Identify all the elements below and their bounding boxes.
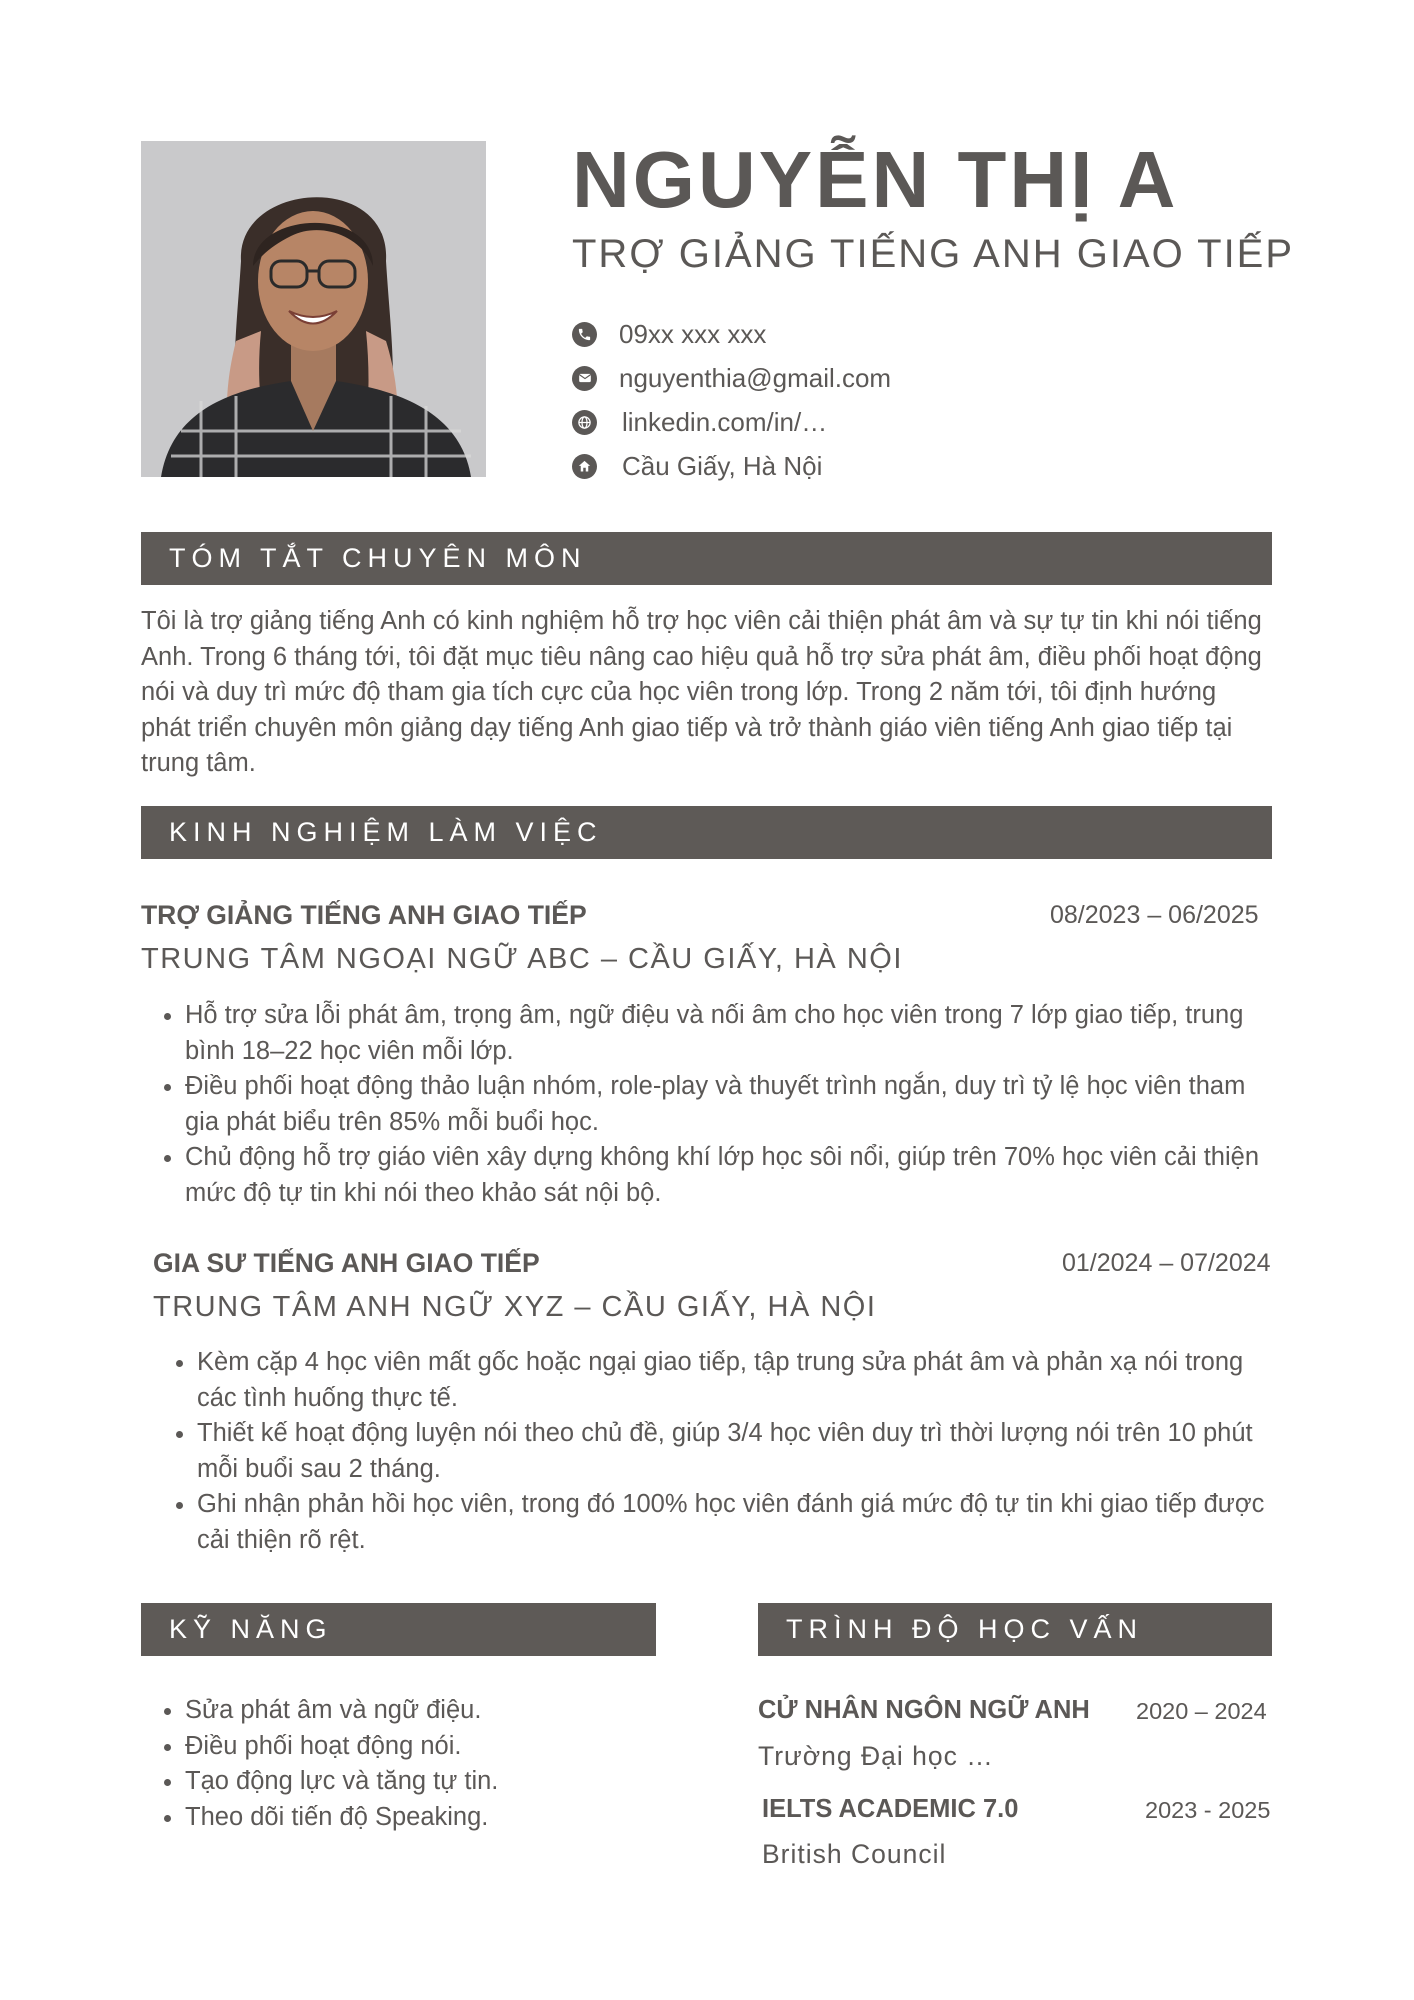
phone-icon	[572, 322, 597, 347]
list-item: • Tạo động lực và tăng tự tin.	[185, 1764, 685, 1800]
email-address[interactable]: nguyenthia@gmail.com	[619, 362, 892, 393]
phone-number[interactable]: 09xx xxx xxx	[619, 318, 767, 349]
list-item: • Điều phối hoạt động thảo luận nhóm, role-play và thuyết trình ngắn, duy trì tỷ lệ học viên tham gia phát biểu trên 85% mỗi buổi học.	[185, 1069, 1265, 1140]
job-organization: TRUNG TÂM ANH NGỮ XYZ – CẦU GIẤY, HÀ NỘI	[153, 1291, 877, 1323]
job-title: GIA SƯ TIẾNG ANH GIAO TIẾP	[153, 1248, 540, 1278]
contact-address	[572, 444, 1272, 488]
list-item: • Hỗ trợ sửa lỗi phát âm, trọng âm, ngữ điệu và nối âm cho học viên trong 7 lớp giao tiếp, trung bình 18–22 học viên mỗi lớp.	[185, 998, 1265, 1069]
contact-linkedin	[572, 400, 1272, 444]
list-item: • Sửa phát âm và ngữ điệu.	[185, 1693, 685, 1729]
certificate-date: 2023 - 2025	[1145, 1797, 1271, 1823]
job-date: 08/2023 – 06/2025	[1050, 901, 1259, 929]
email-icon	[572, 366, 597, 391]
list-item: • Theo dõi tiến độ Speaking.	[185, 1800, 685, 1836]
section-header-experience: KINH NGHIỆM LÀM VIỆC	[141, 806, 1272, 859]
certificate-issuer: British Council	[762, 1839, 947, 1869]
candidate-name: NGUYỄN THỊ A	[572, 135, 1179, 224]
job-bullets	[153, 1345, 1277, 1558]
degree-title: CỬ NHÂN NGÔN NGỮ ANH	[758, 1696, 1090, 1724]
degree-date: 2020 – 2024	[1136, 1698, 1267, 1724]
list-item: • Điều phối hoạt động nói.	[185, 1729, 685, 1765]
list-item: • Thiết kế hoạt động luyện nói theo chủ đề, giúp 3/4 học viên duy trì thời lượng nói trên 10 phút mỗi buổi sau 2 tháng.	[197, 1416, 1277, 1487]
candidate-role: TRỢ GIẢNG TIẾNG ANH GIAO TIẾP	[572, 232, 1295, 276]
address: Cầu Giấy, Hà Nội	[622, 450, 823, 481]
section-header-education: TRÌNH ĐỘ HỌC VẤN	[758, 1603, 1272, 1656]
home-icon	[572, 454, 597, 479]
contact-phone	[572, 312, 1272, 356]
degree-school: Trường Đại học …	[758, 1741, 994, 1771]
certificate-title: IELTS ACADEMIC 7.0	[762, 1795, 1019, 1823]
job-date: 01/2024 – 07/2024	[1062, 1249, 1271, 1277]
section-header-skills: KỸ NĂNG	[141, 1603, 656, 1656]
section-header-summary: TÓM TẮT CHUYÊN MÔN	[141, 532, 1272, 585]
skills-list	[141, 1693, 685, 1835]
list-item: • Ghi nhận phản hồi học viên, trong đó 100% học viên đánh giá mức độ tự tin khi giao tiếp được cải thiện rõ rệt.	[197, 1487, 1277, 1558]
globe-icon	[572, 410, 597, 435]
job-organization: TRUNG TÂM NGOẠI NGỮ ABC – CẦU GIẤY, HÀ NỘI	[141, 943, 903, 975]
list-item: • Kèm cặp 4 học viên mất gốc hoặc ngại giao tiếp, tập trung sửa phát âm và phản xạ nói trong các tình huống thực tế.	[197, 1345, 1277, 1416]
job-bullets	[141, 998, 1265, 1211]
contact-list	[572, 312, 1272, 488]
contact-email	[572, 356, 1272, 400]
profile-photo	[141, 141, 486, 477]
job-title: TRỢ GIẢNG TIẾNG ANH GIAO TIẾP	[141, 900, 587, 930]
linkedin-url[interactable]: linkedin.com/in/…	[622, 406, 828, 437]
summary-text: Tôi là trợ giảng tiếng Anh có kinh nghiệm hỗ trợ học viên cải thiện phát âm và sự tự tin khi nói tiếng Anh. Trong 6 tháng tới, tôi đặt mục tiêu nâng cao hiệu quả hỗ trợ sửa phát âm, điều phối hoạt động nói và duy trì mức độ tham gia tích cực của học viên trong lớp. Trong 2 năm tới, tôi định hướng phát triển chuyên môn giảng dạy tiếng Anh giao tiếp và trở thành giáo viên tiếng Anh giao tiếp tại trung tâm.	[141, 607, 1262, 777]
list-item: • Chủ động hỗ trợ giáo viên xây dựng không khí lớp học sôi nổi, giúp trên 70% học viên cải thiện mức độ tự tin khi nói theo khảo sát nội bộ.	[185, 1140, 1265, 1211]
